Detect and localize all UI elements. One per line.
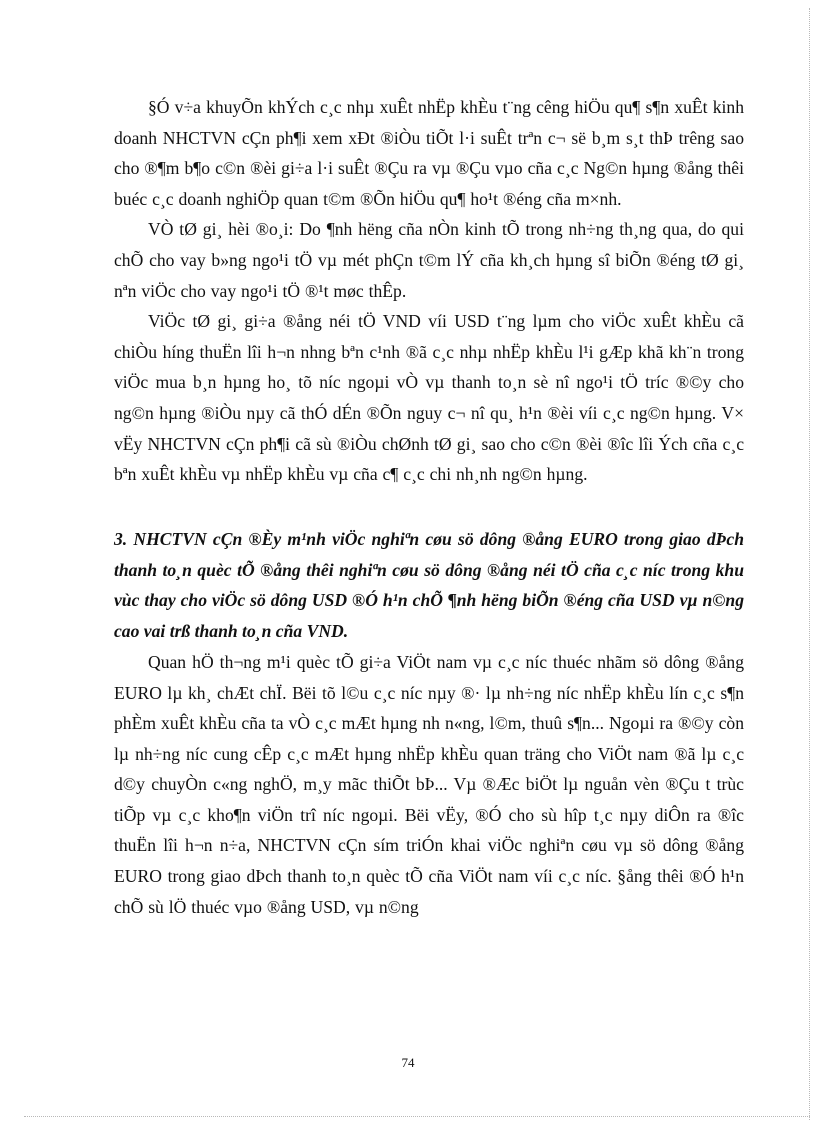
right-dotted-border (809, 8, 810, 1120)
paragraph-interest-rates: §Ó v÷a khuyÕn khÝch c¸c nhµ xuÊt nhËp khÈu t¨ng cêng hiÖu qu¶ s¶n xuÊt kinh doanh NHCTVN cÇn ph¶i xem xÐt ®iÒu tiÕt l·i suÊt trªn c¬ së b¸m s¸t thÞ trêng sao cho ®¶m b¶o c©n ®èi gi÷a l·i suÊt ®Çu ra vµ ®Çu vµo cña c¸c Ng©n hµng ®ång thêi buéc c¸c doanh nghiÖp quan t©m ®Õn hiÖu qu¶ ho¹t ®éng cña m×nh. (114, 97, 744, 209)
paragraph-euro-trade: Quan hÖ th¬ng m¹i quèc tÕ gi÷a ViÖt nam vµ c¸c níc thuéc nhãm sö dông ®ång EURO lµ kh¸ chÆt chÏ. Bëi tõ l©u c¸c níc nµy ®· lµ nh÷ng níc nhËp khÈu lín c¸c s¶n phÈm xuÊt khÈu cña ta vÒ c¸c mÆt hµng nh n«ng, l©m, thuû s¶n... Ngoµi ra ®©y còn lµ nh÷ng níc cung cÊp c¸c mÆt hµng nhËp khÈu quan träng cho ViÖt nam ®ã lµ c¸c d©y chuyÒn c«ng nghÖ, m¸y mãc thiÕt bÞ... Vµ ®Æc biÖt lµ nguån vèn ®Çu t trùc tiÕp vµ c¸c kho¶n viÖn trî níc ngoµi. Bëi vËy, ®Ó cho sù hîp t¸c nµy diÔn ra ®îc thuËn lîi h¬n n÷a, NHCTVN cÇn sím triÓn khai viÖc nghiªn cøu vµ sö dông ®ång EURO trong giao dÞch thanh to¸n quèc tÕ cña ViÖt nam víi c¸c níc. §ång thêi ®Ó h¹n chÕ sù lÖ thuéc vµo ®ång USD, vµ n©ng (114, 651, 744, 917)
paragraph-vnd-usd: ViÖc tØ gi¸ gi÷a ®ång néi tÖ VND víi USD t¨ng lµm cho viÖc xuÊt khÈu cã chiÒu híng thuËn lîi h¬n nhng bªn c¹nh ®ã c¸c nhµ nhËp khÈu l¹i gÆp khã kh¨n trong viÖc mua b¸n hµng ho¸ tõ níc ngoµi vÒ vµ thanh to¸n sè nî ngo¹i tÖ tríc ®©y cho ng©n hµng ®iÒu nµy cã thÓ dÉn ®Õn nguy c¬ nî qu¸ h¹n ®èi víi c¸c ng©n hµng. V× vËy NHCTVN cÇn ph¶i cã sù ®iÒu chØnh tØ gi¸ sao cho c©n ®èi ®îc lîi Ých cña c¸c bªn xuÊt khÈu vµ nhËp khÈu vµ cña c¶ c¸c chi nh¸nh ng©n hµng. (114, 311, 744, 485)
bottom-dotted-border (24, 1116, 810, 1117)
paragraph-exchange-rate: VÒ tØ gi¸ hèi ®o¸i: Do ¶nh hëng cña nÒn kinh tÕ trong nh÷ng th¸ng qua, do qui chÕ cho vay b»ng ngo¹i tÖ vµ mét phÇn t©m lÝ cña kh¸ch hµng sî biÕn ®éng tØ gi¸ nªn viÖc cho vay ngo¹i tÖ ®¹t møc thÊp. (114, 219, 744, 301)
section-heading-3: 3. NHCTVN cÇn ®Èy m¹nh viÖc nghiªn cøu sö dông ®ång EURO trong giao dÞch thanh to¸n quèc tÕ ®ång thêi nghiªn cøu sö dông ®ång néi tÖ cña c¸c níc trong khu vùc thay cho viÖc sö dông USD ®Ó h¹n chÕ ¶nh hëng biÕn ®éng cña USD vµ n©ng cao vai trß thanh to¸n cña VND. (114, 528, 744, 642)
page-body (114, 92, 744, 922)
page-number: 74 (401, 1055, 415, 1070)
